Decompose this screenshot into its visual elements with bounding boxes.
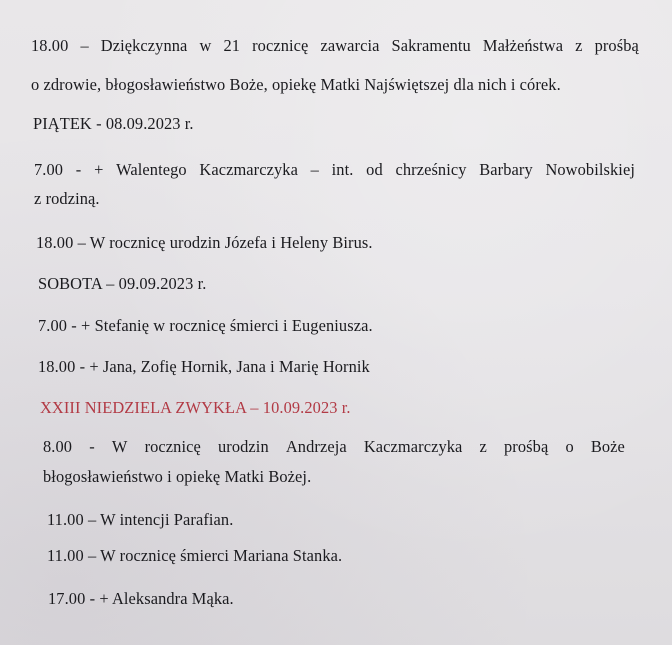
text-line: 11.00 – W rocznicę śmierci Mariana Stanka. bbox=[47, 546, 343, 565]
word: rocznicę bbox=[252, 36, 309, 55]
text-line: 11.00 – W intencji Parafian. bbox=[47, 510, 234, 529]
word: int. bbox=[331, 160, 354, 179]
text-line: o zdrowie, błogosławieństwo Boże, opiekę Matki Najświętszej dla nich i córek. bbox=[31, 75, 561, 94]
word: Dziękczynna bbox=[100, 36, 188, 55]
text-line: 7.00 - + Stefanię w rocznicę śmierci i Eugeniusza. bbox=[38, 316, 373, 335]
day-heading-saturday: SOBOTA – 09.09.2023 r. bbox=[38, 274, 207, 293]
word: 7.00 bbox=[34, 160, 64, 179]
word: Sakramentu bbox=[391, 36, 471, 55]
text-line bbox=[43, 437, 625, 457]
word: Nowobilskiej bbox=[545, 160, 635, 179]
word: Boże bbox=[590, 437, 625, 456]
word: Kaczmarczyka bbox=[363, 437, 463, 456]
day-heading-sunday: XXIII NIEDZIELA ZWYKŁA – 10.09.2023 r. bbox=[40, 398, 351, 417]
word: od bbox=[366, 160, 383, 179]
word: Walentego bbox=[116, 160, 187, 179]
word: Andrzeja bbox=[285, 437, 347, 456]
word: 8.00 bbox=[43, 437, 73, 456]
word: + bbox=[94, 160, 104, 179]
word: z bbox=[575, 36, 583, 55]
word: rocznicę bbox=[144, 437, 201, 456]
word: z bbox=[479, 437, 487, 456]
text-line: 18.00 – W rocznicę urodzin Józefa i Heleny Birus. bbox=[36, 233, 373, 252]
word: prośbą bbox=[504, 437, 549, 456]
word: chrześnicy bbox=[395, 160, 467, 179]
text-line: błogosławieństwo i opiekę Matki Bożej. bbox=[43, 467, 312, 486]
word: urodzin bbox=[217, 437, 269, 456]
text-line bbox=[31, 36, 639, 56]
text-line: z rodziną. bbox=[34, 189, 100, 208]
text-line: 18.00 - + Jana, Zofię Hornik, Jana i Marię Hornik bbox=[38, 357, 370, 376]
word: – bbox=[80, 36, 89, 55]
word: W bbox=[111, 437, 128, 456]
word: – bbox=[310, 160, 319, 179]
word: 18.00 bbox=[31, 36, 69, 55]
word: zawarcia bbox=[320, 36, 380, 55]
word: - bbox=[75, 160, 82, 179]
text-line bbox=[34, 160, 635, 180]
text-line: 17.00 - + Aleksandra Mąka. bbox=[48, 589, 234, 608]
day-heading-friday: PIĄTEK - 08.09.2023 r. bbox=[33, 114, 194, 133]
word: o bbox=[565, 437, 574, 456]
word: w bbox=[199, 36, 212, 55]
word: 21 bbox=[223, 36, 241, 55]
word: Kaczmarczyka bbox=[199, 160, 298, 179]
word: - bbox=[89, 437, 95, 456]
word: prośbą bbox=[594, 36, 639, 55]
word: Małżeństwa bbox=[482, 36, 564, 55]
word: Barbary bbox=[479, 160, 533, 179]
